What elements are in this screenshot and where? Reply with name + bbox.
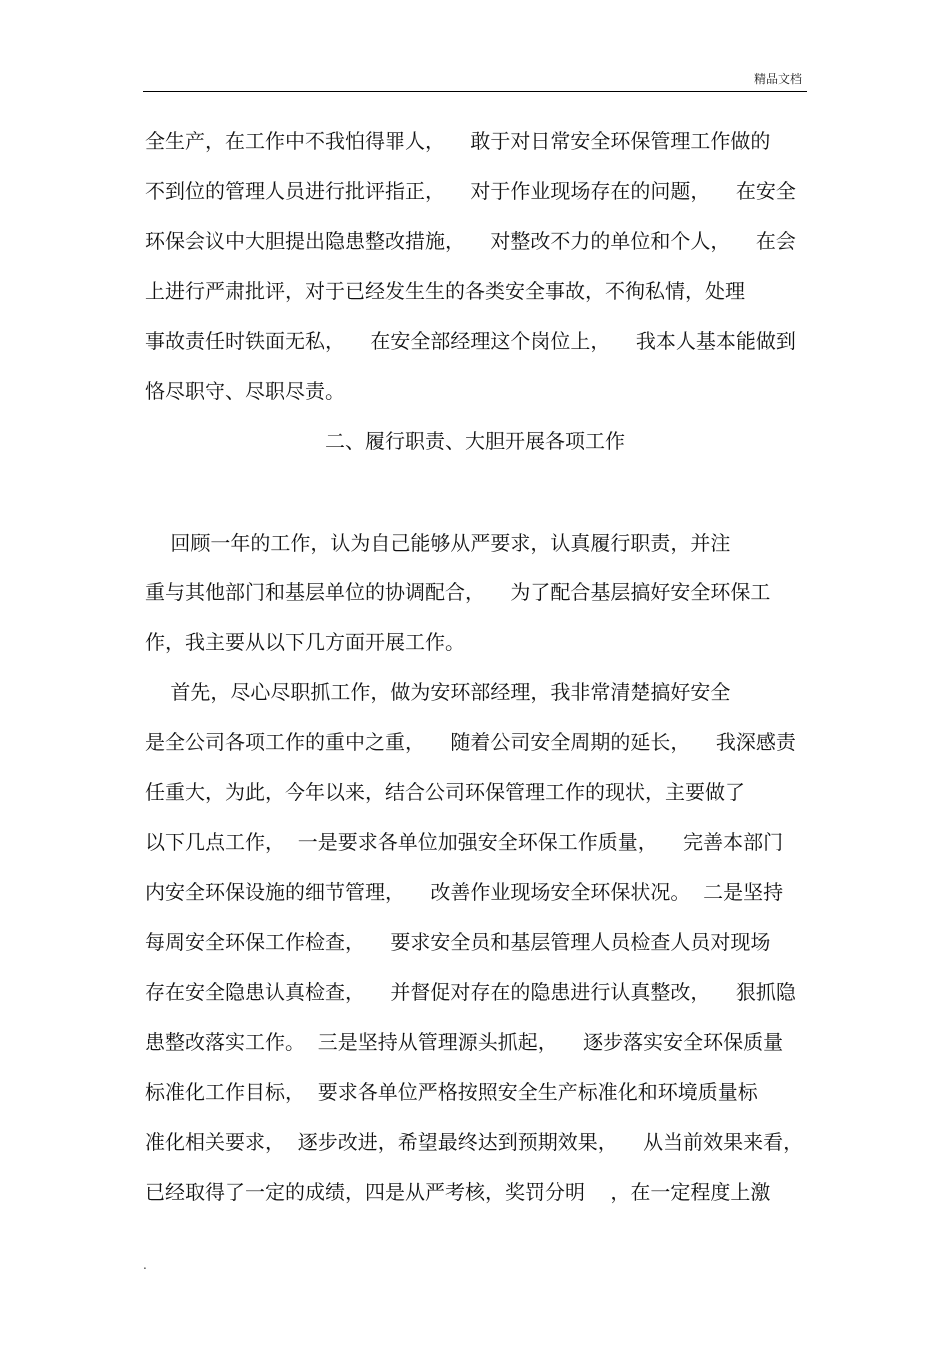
- text-line: 是全公司各项工作的重中之重， 随着公司安全周期的延长， 我深感责: [145, 730, 796, 754]
- text-line: 事故责任时铁面无私， 在安全部经理这个岗位上， 我本人基本能做到: [145, 329, 796, 353]
- text-line: 回顾一年的工作，认为自己能够从严要求，认真履行职责，并注: [145, 531, 731, 555]
- text-line: 标准化工作目标， 要求各单位严格按照安全生产标准化和环境质量标: [145, 1080, 758, 1104]
- text-line: 首先，尽心尽职抓工作，做为安环部经理，我非常清楚搞好安全: [145, 680, 731, 704]
- text-line: 不到位的管理人员进行批评指正， 对于作业现场存在的问题， 在安全: [145, 179, 796, 203]
- text-line: 已经取得了一定的成绩，四是从严考核，奖罚分明 ，在一定程度上激: [145, 1180, 771, 1204]
- text-line: 重与其他部门和基层单位的协调配合， 为了配合基层搞好安全环保工: [145, 580, 771, 604]
- text-line: 以下几点工作， 一是要求各单位加强安全环保工作质量， 完善本部门: [145, 830, 784, 854]
- footer-mark: .: [143, 1258, 147, 1272]
- text-line: 全生产，在工作中不我怕得罪人， 敢于对日常安全环保管理工作做的: [145, 129, 771, 153]
- text-line: 环保会议中大胆提出隐患整改措施， 对整改不力的单位和个人， 在会: [145, 229, 796, 253]
- text-line: 内安全环保设施的细节管理， 改善作业现场安全环保状况。 二是坚持: [145, 880, 784, 904]
- text-line: 存在安全隐患认真检查， 并督促对存在的隐患进行认真整改， 狠抓隐: [145, 980, 796, 1004]
- text-line: 作，我主要从以下几方面开展工作。: [145, 630, 465, 654]
- header-rule: [143, 91, 807, 92]
- text-line: 恪尽职守、尽职尽责。: [145, 379, 345, 403]
- page-header-label: 精品文档: [753, 72, 802, 86]
- section-heading: 二、履行职责、大胆开展各项工作: [325, 429, 625, 453]
- text-line: 每周安全环保工作检查， 要求安全员和基层管理人员检查人员对现场: [145, 930, 771, 954]
- text-line: 准化相关要求， 逐步改进，希望最终达到预期效果， 从当前效果来看，: [145, 1130, 804, 1154]
- text-line: 任重大，为此，今年以来，结合公司环保管理工作的现状，主要做了: [145, 780, 745, 804]
- text-line: 患整改落实工作。 三是坚持从管理源头抓起， 逐步落实安全环保质量: [145, 1030, 784, 1054]
- text-line: 上进行严肃批评，对于已经发生生的各类安全事故，不徇私情，处理: [145, 279, 745, 303]
